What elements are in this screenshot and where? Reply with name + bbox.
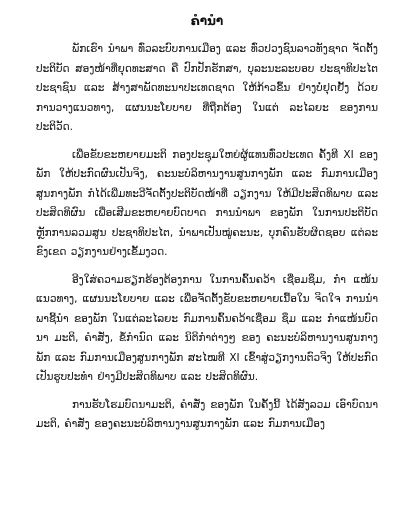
paragraph-2: ເພື່ອຂັບຂະຫຍາຍມະຕິ ກອງປະຊຸມໃຫຍ່ຜູ້ແທນທົ່ວປະເທດ ຄັ້ງທີ XI ຂອງພັກ ໃຫ້ປະກົດຜົນເປັນຈິງ, ຄະນະບໍລິຫານງານສູນກາງພັກ ແລະ ກົມການເມືອງສູນກາງພັກ ກໍໄດ້ເພີ່ມທະວີຈັດຕັ້ງປະຕິບັດໜ້າທີ່ ວຽກງານ ໃຫ້ມີປະສິດທິພາບ ແລະ ປະສິດທິຜົນ ເພື່ອເສີມຂະຫຍາຍບົດບາດ ການນໍາພາ ຂອງພັກ ໃນການປະຕິບັດຫຼັກການລວມສູນ ປະຊາທິປະໄຕ, ນໍາພາເປັນໝູ່ຄະນະ, ບຸກຄົນຮັບຜິດຊອບ ແຕ່ລະຂົງເຂດ ວຽກງານຢ່າງເຂັ້ມງວດ. — [36, 148, 378, 258]
paragraph-1: ພັກເຮົາ ນໍາພາ ທົ່ວລະບົບການເມືອງ ແລະ ທົ່ວປວງຊົນລາວທັງຊາດ ຈັດຕັ້ງປະຕິບັດ ສອງໜ້າທີ່ຍຸດທະສາດ ຄື ປົກປັກຮັກສາ, ບຸລະນະລະບອບ ປະຊາທິປະໄຕ ປະຊາຊົນ ແລະ ສ້າງສາພັດທະນາປະເທດຊາດ ໃຫ້ກ້າວຂຶ້ນ ຢ່າງບໍ່ຢຸດຢັ້ງ ດ້ວຍການວາງແນວທາງ, ແຜນນະໂຍບາຍ ທີ່ຖືກຕ້ອງ ໃນແຕ່ ລະໄລຍະ ຂອງການປະຕິວັດ. — [36, 43, 378, 133]
paragraph-3: ອີງໃສ່ຄວາມຮຽກຮ້ອງຕ້ອງການ ໃນການຄົ້ນຄວ້າ ເຊື່ອມຊຶມ, ກໍາ ແໜ້ນແນວທາງ, ແຜນນະໂຍບາຍ ແລະ ເພື່ອຈັດຕັ້ງຂັບຂະຫຍາຍເນື້ອໃນ ຈິດໃຈ ການນໍາພາຊີ້ນໍາ ຂອງພັກ ໃນແຕ່ລະໄລຍະ ກົມການຄົ້ນຄວ້າເຊື່ອມ ຊຶມ ແລະ ກໍາແໜ້ນບົດນາ ມະຕິ, ຄໍາສັ່ງ, ຂໍ້ກໍານົດ ແລະ ນິຕິກໍາຕ່າງໆ ຂອງ ຄະນະບໍລິຫານງານສູນກາງພັກ ແລະ ກົມການເມືອງສູນກາງພັກ ສະໄໝທີ XI ເຂົ້າສູ່ວຽກງານຕົວຈິງ ໃຫ້ປະກົດເປັນຮູບປະທໍາ ຢ່າງມີປະສິດທິພາບ ແລະ ປະສິດທິຜົນ. — [36, 273, 378, 383]
page-title: ຄໍານໍາ — [190, 14, 224, 28]
paragraph-4: ການຮັບໂຮມບົດນາມະຕິ, ຄໍາສັ່ງ ຂອງພັກ ໃນຄັ້ງນີ້ ໄດ້ສັງລວມ ເອົາບົດນາມະຕິ, ຄໍາສັ່ງ ຂອງຄະນະບໍລິຫານງານສູນກາງພັກ ແລະ ກົມການເມືອງ — [36, 398, 378, 430]
